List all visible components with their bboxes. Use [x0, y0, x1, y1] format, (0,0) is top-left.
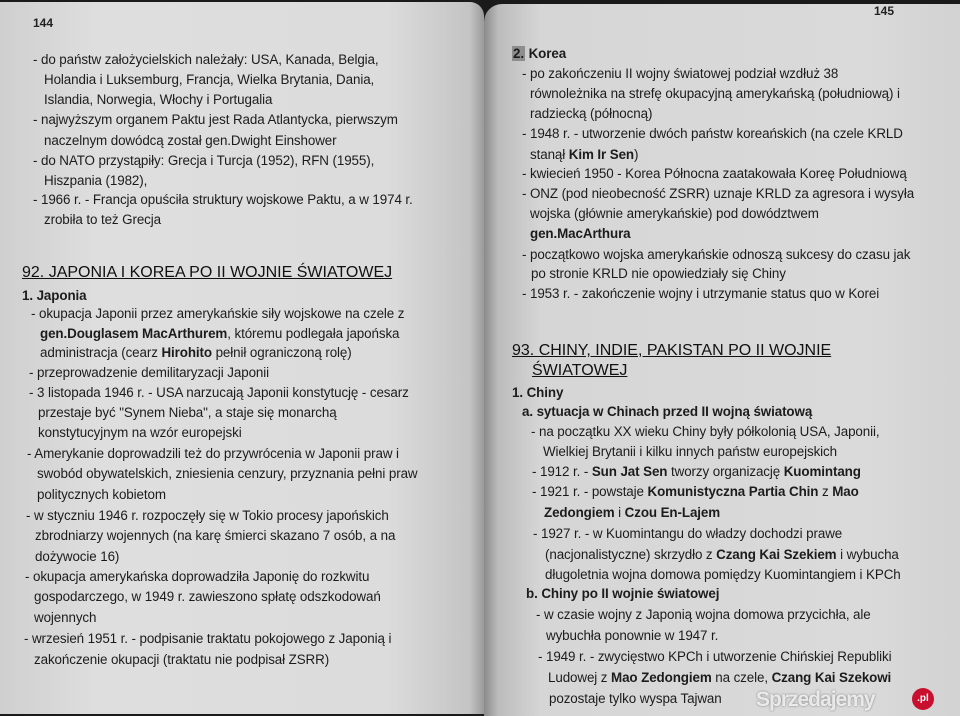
text-line: [549, 691, 722, 706]
text-line: [530, 86, 900, 101]
text-segment: - kwiecień 1950 - Korea Północna zaatakowała Koreę Południową: [522, 166, 907, 181]
text-line: [538, 649, 891, 664]
text-line: [27, 446, 399, 461]
text-segment: - początkowo wojska amerykańskie odnoszą sukcesy do czasu jak: [522, 247, 911, 262]
text-line: [522, 186, 914, 201]
text-segment: z: [818, 484, 833, 499]
text-line: [29, 385, 409, 400]
page-number: 145: [874, 4, 895, 18]
text-line: [26, 508, 389, 523]
text-line: [543, 444, 837, 459]
text-line: [44, 212, 161, 227]
text-line: [34, 610, 96, 625]
text-line: [35, 549, 119, 564]
right-page: [484, 4, 960, 716]
text-segment: Wielkiej Brytanii i kilku innych państw europejskich: [543, 444, 837, 459]
text-line: [33, 52, 379, 67]
text-segment: - najwyższym organem Paktu jest Rada Atlantycka, pierwszym: [33, 112, 398, 127]
subsection-heading: [512, 46, 566, 61]
page-number: 144: [33, 16, 54, 30]
text-line: [24, 631, 391, 646]
text-segment: - okupacja amerykańska doprowadziła Japonię do rozkwitu: [25, 569, 370, 584]
bold-text-segment: Zedongiem: [544, 505, 615, 520]
text-line: [40, 326, 399, 341]
text-segment: - 1927 r. - w Kuomintangu do władzy dochodzi prawe: [533, 526, 843, 541]
bold-text-segment: Hirohito: [161, 345, 212, 360]
text-line: [44, 133, 336, 148]
bold-text-segment: Czang Kai Szekowi: [771, 670, 892, 685]
text-segment: - 1949 r. - zwycięstwo KPCh i utworzenie Chińskiej Republiki: [538, 649, 892, 664]
left-page: [0, 2, 484, 714]
bold-text-segment: a. sytuacja w Chinach przed II wojną światową: [522, 404, 813, 419]
text-segment: , któremu podlegała japońska: [227, 326, 400, 341]
text-line: [37, 466, 418, 481]
text-segment: - wrzesień 1951 r. - podpisanie traktatu pokojowego z Japonią i: [24, 631, 392, 646]
section-heading: 92. JAPONIA I KOREA PO II WOJNIE ŚWIATOWEJ: [22, 264, 393, 281]
text-segment: - 1921 r. - powstaje: [532, 484, 648, 499]
text-line: [530, 206, 819, 221]
text-segment: - 1948 r. - utworzenie dwóch państw koreańskich (na czele KRLD: [522, 126, 903, 141]
text-line: [533, 526, 842, 541]
text-segment: Ludowej z: [548, 670, 612, 685]
text-line: [44, 72, 374, 87]
text-segment: - w styczniu 1946 r. rozpoczęły się w Tokio procesy japońskich: [26, 508, 389, 523]
text-line: [545, 567, 901, 582]
text-segment: - ONZ (pod nieobecność ZSRR) uznaje KRLD za agresora i wysyła: [522, 186, 915, 201]
subsection-heading: 1. Chiny: [512, 385, 564, 400]
text-segment: wybuchła ponownie w 1947 r.: [546, 628, 719, 643]
text-line: [34, 589, 381, 604]
watermark-badge: .pl: [912, 688, 934, 710]
highlighted-number: 2.: [513, 46, 524, 61]
text-segment: naczelnym dowódcą został gen.Dwight Einshower: [44, 133, 337, 148]
text-line: [44, 173, 147, 188]
text-line: [25, 569, 369, 584]
subsection-heading: 1. Japonia: [22, 288, 87, 303]
section-heading: 93. CHINY, INDIE, PAKISTAN PO II WOJNIE: [512, 342, 832, 359]
text-segment: pozostaje tylko wyspa Tajwan: [549, 691, 722, 706]
text-line: [522, 126, 903, 141]
text-line: [38, 405, 337, 420]
text-segment: - do NATO przystąpiły: Grecja i Turcja (1952), RFN (1955),: [33, 153, 375, 168]
bold-text-segment: Mao Zedongiem: [611, 670, 712, 685]
text-line: [545, 547, 899, 562]
text-line: [522, 247, 910, 262]
text-segment: pełnił ograniczoną rolę): [211, 345, 352, 360]
text-line: [546, 628, 718, 643]
text-line: [531, 266, 786, 281]
watermark-logo: Sprzedajemy: [756, 688, 875, 711]
text-line: [522, 286, 879, 301]
text-line: [522, 66, 838, 81]
bold-text-segment: Czou En-Lajem: [624, 505, 721, 520]
text-segment: - okupacja Japonii przez amerykańskie siły wojskowe na czele z: [31, 306, 405, 321]
bold-text-segment: Mao: [832, 484, 859, 499]
text-segment: wojennych: [34, 610, 97, 625]
text-line: [29, 365, 269, 380]
text-segment: - w czasie wojny z Japonią wojna domowa przycichła, ale: [536, 607, 871, 622]
text-line: [31, 306, 404, 321]
bold-text-segment: b. Chiny po II wojnie światowej: [526, 586, 720, 601]
korea-title: Korea: [528, 46, 567, 61]
text-line: [532, 484, 859, 499]
text-line: [34, 652, 329, 667]
text-segment: swobód obywatelskich, zniesienia cenzury, przyznania pełni praw: [37, 466, 418, 481]
text-segment: - 3 listopada 1946 r. - USA narzucają Japonii konstytucję - cesarz: [29, 385, 409, 400]
text-segment: - do państw założycielskich należały: USA, Kanada, Belgia,: [33, 52, 379, 67]
bold-text-segment: Kim Ir Sen: [568, 147, 634, 162]
text-segment: - 1953 r. - zakończenie wojny i utrzymanie status quo w Korei: [522, 286, 880, 301]
text-segment: - przeprowadzenie demilitaryzacji Japonii: [29, 365, 270, 380]
text-line: [548, 670, 891, 685]
text-line: [522, 166, 907, 181]
text-segment: - 1912 r. -: [532, 464, 592, 479]
text-segment: i wybucha: [836, 547, 899, 562]
text-segment: politycznych kobietom: [37, 487, 166, 502]
text-segment: - 1966 r. - Francja opuściła struktury wojskowe Paktu, a w 1974 r.: [33, 192, 413, 207]
bold-text-segment: Czang Kai Szekiem: [716, 547, 837, 562]
text-segment: długoletnia wojna domowa pomiędzy Kuomintangiem i KPCh: [545, 567, 901, 582]
bold-text-segment: gen.MacArthura: [530, 226, 631, 241]
text-line: [35, 528, 395, 543]
text-segment: konstytucyjnym na wzór europejski: [38, 425, 242, 440]
text-segment: po stronie KRLD nie opowiedziały się Chiny: [531, 266, 786, 281]
text-line: [544, 505, 720, 520]
bold-text-segment: gen.Douglasem MacArthurem: [40, 326, 228, 341]
text-segment: stanął: [530, 147, 569, 162]
text-segment: Holandia i Luksemburg, Francja, Wielka Brytania, Dania,: [44, 72, 375, 87]
text-segment: i: [614, 505, 625, 520]
text-line: [532, 464, 861, 479]
text-segment: wojska (głównie amerykańskie) pod dowództwem: [530, 206, 819, 221]
text-line: [38, 425, 242, 440]
text-line: [530, 147, 638, 162]
text-line: [531, 424, 880, 439]
text-line: [37, 487, 166, 502]
bold-text-segment: Komunistyczna Partia Chin: [647, 484, 819, 499]
text-segment: administracja (cearz: [40, 345, 162, 360]
text-segment: - po zakończeniu II wojny światowej podział wzdłuż 38: [522, 66, 839, 81]
text-line: [530, 106, 652, 121]
text-segment: Hiszpania (1982),: [44, 173, 148, 188]
bold-text-segment: Kuomintang: [783, 464, 861, 479]
text-segment: - Amerykanie doprowadzili też do przywrócenia w Japonii praw i: [27, 446, 399, 461]
text-line: [40, 345, 352, 360]
text-line: [44, 92, 272, 107]
text-line: [522, 404, 812, 419]
text-segment: radziecką (północną): [530, 106, 653, 121]
text-segment: zrobiła to też Grecja: [44, 212, 161, 227]
bold-text-segment: Sun Jat Sen: [591, 464, 668, 479]
text-segment: przestaje być "Synem Nieba", a staje się monarchą: [38, 405, 337, 420]
text-segment: Islandia, Norwegia, Włochy i Portugalia: [44, 92, 273, 107]
section-heading-cont: ŚWIATOWEJ: [532, 362, 628, 379]
text-segment: zbrodniarzy wojennych (na karę śmierci skazano 7 osób, a na: [35, 528, 396, 543]
text-line: [536, 607, 871, 622]
text-segment: na czele,: [711, 670, 772, 685]
text-line: [33, 112, 398, 127]
text-segment: tworzy organizację: [667, 464, 784, 479]
text-segment: dożywocie 16): [35, 549, 120, 564]
text-line: [33, 153, 374, 168]
text-line: [33, 192, 413, 207]
text-segment: zakończenie okupacji (traktatu nie podpisał ZSRR): [34, 652, 330, 667]
text-segment: - na początku XX wieku Chiny były półkolonią USA, Japonii,: [531, 424, 880, 439]
text-segment: równoleżnika na strefę okupacyjną amerykańską (południową) i: [530, 86, 900, 101]
text-segment: gospodarczego, w 1949 r. zawieszono spłatę odszkodowań: [34, 589, 381, 604]
text-segment: (nacjonalistyczne) skrzydło z: [545, 547, 717, 562]
text-segment: ): [634, 147, 639, 162]
text-line: [526, 586, 719, 601]
text-line: [530, 226, 631, 241]
